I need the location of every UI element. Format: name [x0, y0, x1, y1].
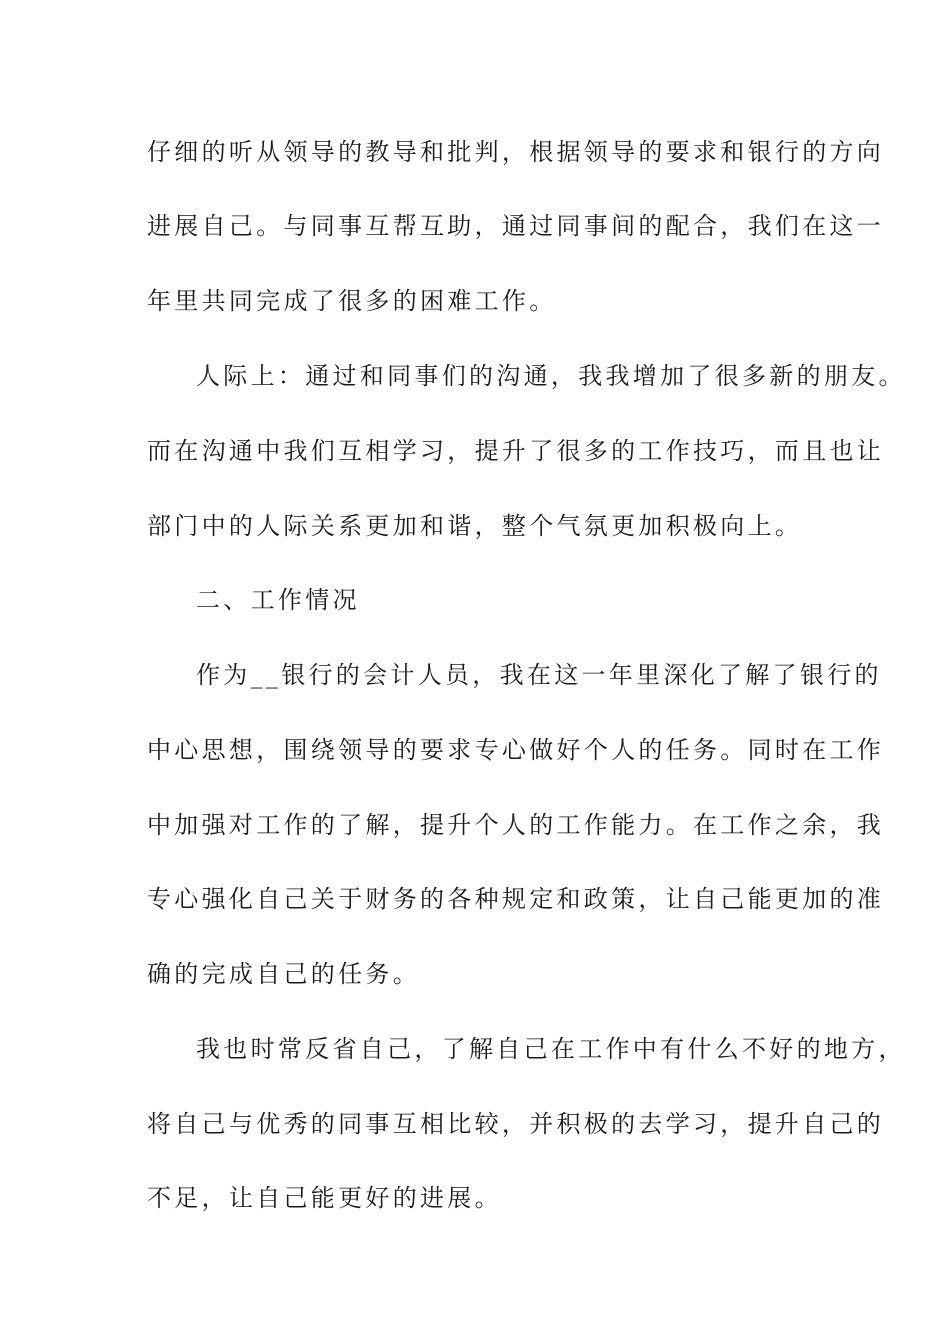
section-heading: 二、工作情况 [196, 586, 360, 614]
paragraph-line: 作为__银行的会计人员，我在这一年里深化了解了银行的 [196, 661, 882, 689]
paragraph-line: 中加强对工作的了解，提升个人的工作能力。在工作之余，我 [147, 811, 885, 839]
paragraph-line: 进展自己。与同事互帮互助，通过同事间的配合，我们在这一 [147, 212, 885, 240]
paragraph-line: 年里共同完成了很多的困难工作。 [147, 287, 557, 315]
paragraph-line: 人际上：通过和同事们的沟通，我我增加了很多新的朋友。 [196, 362, 906, 390]
paragraph-line: 仔细的听从领导的教导和批判，根据领导的要求和银行的方向 [147, 138, 885, 166]
paragraph-line: 不足，让自己能更好的进展。 [147, 1184, 502, 1212]
paragraph-line: 将自己与优秀的同事互相比较，并积极的去学习，提升自己的 [147, 1110, 885, 1138]
paragraph-line: 专心强化自己关于财务的各种规定和政策，让自己能更加的准 [147, 885, 885, 913]
paragraph-line: 我也时常反省自己，了解自己在工作中有什么不好的地方， [196, 1035, 906, 1063]
paragraph-line: 部门中的人际关系更加和谐，整个气氛更加积极向上。 [147, 512, 803, 540]
paragraph-line: 确的完成自己的任务。 [147, 960, 420, 988]
paragraph-line: 中心思想，围绕领导的要求专心做好个人的任务。同时在工作 [147, 736, 885, 764]
paragraph-line: 而在沟通中我们互相学习，提升了很多的工作技巧，而且也让 [147, 437, 885, 465]
